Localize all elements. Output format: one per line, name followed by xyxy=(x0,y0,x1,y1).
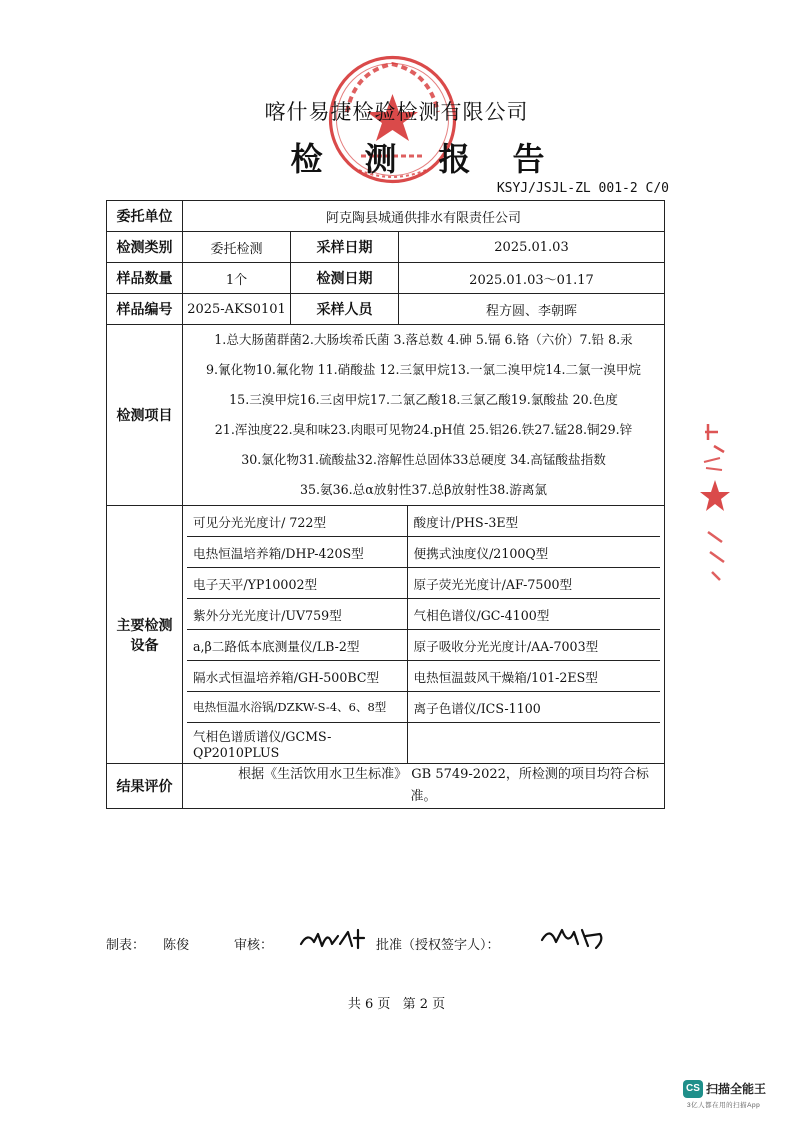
approver xyxy=(376,934,500,953)
equipment-list xyxy=(183,506,665,764)
equipment-row xyxy=(107,506,665,764)
approver-signature xyxy=(538,920,608,954)
equipment-row-item xyxy=(187,630,660,661)
equipment-row-item xyxy=(187,599,660,630)
page-total: 共 6 页 xyxy=(347,997,391,1012)
equipment-item: 原子荧光光度计/AF-7500型 xyxy=(407,568,660,599)
document-code: KSYJ/JSJL-ZL 001-2 C/0 xyxy=(496,181,669,196)
client-label: 委托单位 xyxy=(107,201,183,232)
review-label: 审核： xyxy=(234,938,274,953)
equipment-item: 气相色谱仪/GC-4100型 xyxy=(407,599,660,630)
equipment-item: 酸度计/PHS-3E型 xyxy=(407,506,660,537)
equipment-item: 电子天平/YP10002型 xyxy=(187,568,407,599)
equipment-item: 紫外分光光度计/UV759型 xyxy=(187,599,407,630)
page-info xyxy=(0,993,793,1012)
equipment-item: 隔水式恒温培养箱/GH-500BC型 xyxy=(187,661,407,692)
made-by-label: 制表： xyxy=(106,938,146,953)
equipment-item: a,β二路低本底测量仪/LB-2型 xyxy=(187,630,407,661)
equipment-label xyxy=(107,506,183,764)
items-label: 检测项目 xyxy=(107,325,183,506)
sample-no-value: 2025-AKS0101 xyxy=(183,294,291,325)
sample-qty-label: 样品数量 xyxy=(107,263,183,294)
report-title: 检测报告 xyxy=(290,140,587,178)
sampler-value: 程方圆、李朝晖 xyxy=(399,294,665,325)
test-type-row xyxy=(107,232,665,263)
sampling-date-label: 采样日期 xyxy=(291,232,399,263)
test-type-label: 检测类别 xyxy=(107,232,183,263)
client-value: 阿克陶县城通供排水有限责任公司 xyxy=(183,201,665,232)
result-text-content: 根据《生活饮用水卫生标准》 GB 5749-2022，所检测的项目均符合标准。 xyxy=(238,767,649,804)
scanner-app-tagline: 3亿人都在用的扫描App xyxy=(687,1102,761,1109)
equipment-item: 电热恒温培养箱/DHP-420S型 xyxy=(187,537,407,568)
scanner-app-name: 扫描全能王 xyxy=(706,1082,767,1096)
equipment-item: 便携式浊度仪/2100Q型 xyxy=(407,537,660,568)
result-text xyxy=(183,764,665,809)
sample-qty-value: 1个 xyxy=(183,263,291,294)
result-row xyxy=(107,764,665,809)
test-date-value: 2025.01.03～01.17 xyxy=(399,263,665,294)
client-row xyxy=(107,201,665,232)
equipment-row-item xyxy=(187,723,660,764)
page-current: 第 2 页 xyxy=(402,997,446,1012)
equipment-item: 电热恒温鼓风干燥箱/101-2ES型 xyxy=(407,661,660,692)
equipment-item: 可见分光光度计/ 722型 xyxy=(187,506,407,537)
items-line: 1.总大肠菌群菌2.大肠埃希氏菌 3.落总数 4.砷 5.镉 6.铬（六价）7.铅 8.汞 xyxy=(214,332,633,347)
report-table xyxy=(106,200,665,809)
items-line: 35.氨36.总α放射性37.总β放射性38.游离氯 xyxy=(299,482,548,497)
items-line: 15.三溴甲烷16.三卤甲烷17.二氯乙酸18.三氯乙酸19.氯酸盐 20.色度 xyxy=(229,392,618,407)
items-line: 9.氰化物10.氟化物 11.硝酸盐 12.三氯甲烷13.一氯二溴甲烷14.二氯一溴甲烷 xyxy=(206,362,642,377)
equipment-row-item xyxy=(187,568,660,599)
items-row xyxy=(107,325,665,506)
side-seal-fragment xyxy=(700,412,730,582)
equipment-label-line: 设备 xyxy=(130,637,159,654)
sample-no-label: 样品编号 xyxy=(107,294,183,325)
equipment-row-item xyxy=(187,661,660,692)
scanner-app-logo: CS xyxy=(683,1080,703,1098)
items-line: 30.氯化物31.硫酸盐32.溶解性总固体33总硬度 34.高锰酸盐指数 xyxy=(241,452,606,467)
reviewer-signature xyxy=(298,924,370,954)
company-name: 喀什易捷检验检测有限公司 xyxy=(264,100,529,124)
equipment-label-line: 主要检测 xyxy=(116,617,173,634)
items-line: 21.浑浊度22.臭和味23.肉眼可见物24.pH值 25.铝26.铁27.锰28.铜29.锌 xyxy=(214,422,633,437)
reviewer xyxy=(234,934,273,953)
equipment-row-item xyxy=(187,692,660,723)
equipment-item: 原子吸收分光光度计/AA-7003型 xyxy=(407,630,660,661)
sample-qty-row xyxy=(107,263,665,294)
equipment-item: 离子色谱仪/ICS-1100 xyxy=(407,692,660,723)
items-list xyxy=(183,325,665,506)
sampler-label: 采样人员 xyxy=(291,294,399,325)
equipment-item: 电热恒温水浴锅/DZKW-S-4、6、8型 xyxy=(187,692,407,723)
equipment-row-item xyxy=(187,537,660,568)
sampling-date-value: 2025.01.03 xyxy=(399,232,665,263)
sample-no-row xyxy=(107,294,665,325)
made-by xyxy=(106,934,189,953)
approve-label: 批准（授权签字人）： xyxy=(376,938,500,953)
equipment-row-item xyxy=(187,506,660,537)
test-type-value: 委托检测 xyxy=(183,232,291,263)
equipment-table xyxy=(187,506,660,763)
test-date-label: 检测日期 xyxy=(291,263,399,294)
made-by-value: 陈俊 xyxy=(163,938,190,953)
result-label: 结果评价 xyxy=(107,764,183,809)
equipment-item xyxy=(407,723,660,764)
equipment-item: 气相色谱质谱仪/GCMS-QP2010PLUS xyxy=(187,723,407,764)
